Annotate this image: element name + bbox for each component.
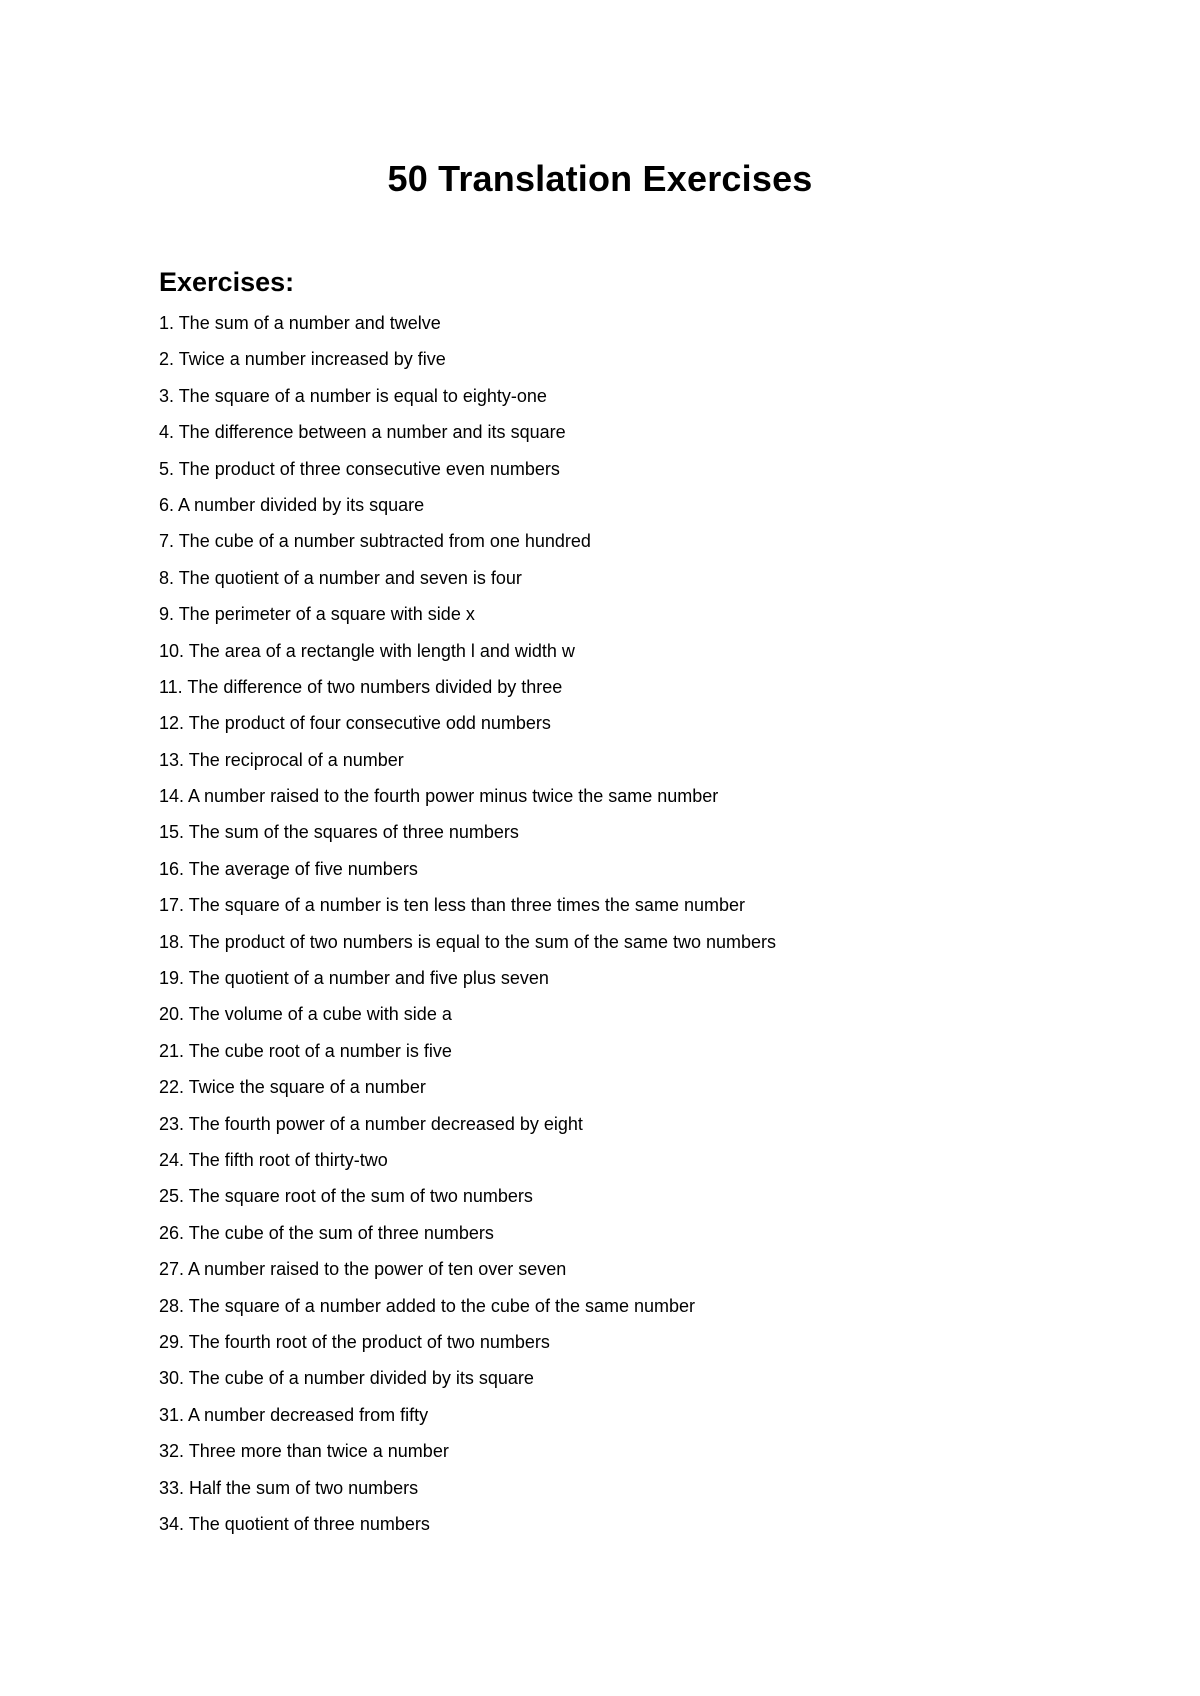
exercise-item: 21. The cube root of a number is five — [159, 1040, 452, 1061]
exercise-item: 4. The difference between a number and its square — [159, 422, 566, 443]
exercise-item: 25. The square root of the sum of two numbers — [159, 1186, 533, 1207]
exercise-item: 32. Three more than twice a number — [159, 1441, 449, 1462]
exercise-item: 14. A number raised to the fourth power minus twice the same number — [159, 786, 719, 807]
exercise-item: 3. The square of a number is equal to eighty-one — [159, 385, 547, 406]
exercise-item: 8. The quotient of a number and seven is four — [159, 567, 522, 588]
exercise-item: 19. The quotient of a number and five plus seven — [159, 968, 549, 989]
exercise-item: 29. The fourth root of the product of two numbers — [159, 1331, 550, 1352]
exercise-item: 11. The difference of two numbers divided by three — [159, 676, 563, 697]
exercise-item: 2. Twice a number increased by five — [159, 349, 446, 370]
exercise-item: 18. The product of two numbers is equal to the sum of the same two numbers — [159, 931, 776, 952]
exercise-item: 28. The square of a number added to the cube of the same number — [159, 1295, 696, 1316]
exercise-item: 7. The cube of a number subtracted from one hundred — [159, 531, 591, 552]
exercise-item: 1. The sum of a number and twelve — [159, 313, 441, 333]
exercise-item: 34. The quotient of three numbers — [159, 1513, 430, 1534]
exercise-item: 31. A number decreased from fifty — [159, 1404, 429, 1425]
exercise-item: 23. The fourth power of a number decreased by eight — [159, 1113, 583, 1134]
exercise-item: 26. The cube of the sum of three numbers — [159, 1222, 494, 1243]
exercise-item: 17. The square of a number is ten less than three times the same number — [159, 895, 745, 916]
exercise-item: 12. The product of four consecutive odd numbers — [159, 713, 551, 734]
exercise-item: 33. Half the sum of two numbers — [159, 1477, 419, 1498]
document-title: 50 Translation Exercises — [387, 158, 813, 199]
exercise-item: 30. The cube of a number divided by its square — [159, 1368, 534, 1389]
exercise-item: 22. Twice the square of a number — [159, 1077, 426, 1098]
exercise-item: 10. The area of a rectangle with length l and width w — [159, 640, 575, 661]
exercise-item: 5. The product of three consecutive even numbers — [159, 458, 560, 479]
exercise-item: 13. The reciprocal of a number — [159, 749, 404, 770]
exercise-item: 16. The average of five numbers — [159, 858, 418, 879]
exercise-item: 6. A number divided by its square — [159, 494, 425, 515]
exercise-item: 24. The fifth root of thirty-two — [159, 1149, 388, 1170]
exercise-item: 20. The volume of a cube with side a — [159, 1004, 452, 1025]
exercise-list — [159, 311, 776, 1548]
exercise-item: 15. The sum of the squares of three numbers — [159, 822, 519, 843]
section-heading: Exercises: — [159, 267, 295, 297]
exercise-item: 9. The perimeter of a square with side x — [159, 604, 475, 625]
exercise-item: 27. A number raised to the power of ten over seven — [159, 1259, 567, 1280]
